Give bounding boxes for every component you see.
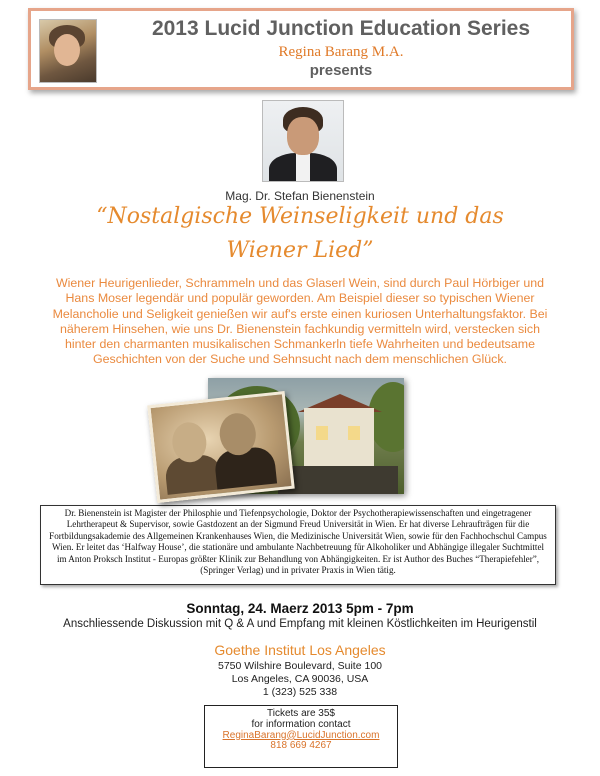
presents-label: presents xyxy=(309,62,373,79)
header-box xyxy=(28,8,574,90)
venue-address-line1: 5750 Wilshire Boulevard, Suite 100 xyxy=(217,660,382,672)
presenter-name: Regina Barang M.A. xyxy=(278,44,404,60)
presenter-photo xyxy=(39,19,97,83)
vintage-photo xyxy=(147,391,294,503)
tickets-price: Tickets are 35$ xyxy=(267,708,335,719)
contact-phone: 818 669 4267 xyxy=(270,740,332,752)
speaker-photo-shirt xyxy=(296,153,310,181)
talk-title xyxy=(40,200,560,268)
heuriger-photo-path xyxy=(278,466,398,494)
talk-title-line1: “Nostalgische Weinseligkeit und das xyxy=(96,204,504,229)
talk-title-line2: Wiener Lied” xyxy=(226,238,374,263)
event-date: Sonntag, 24. Maerz 2013 5pm - 7pm xyxy=(186,601,414,616)
series-title: 2013 Lucid Junction Education Series xyxy=(151,17,531,40)
heuriger-photo-house xyxy=(304,408,374,468)
heuriger-photo-window xyxy=(316,426,328,440)
speaker-photo-face xyxy=(287,117,319,155)
venue-address-line2: Los Angeles, CA 90036, USA xyxy=(231,673,369,685)
event-subtitle: Anschliessende Diskussion mit Q & A und Empfang mit kleinen Köstlichkeiten im Heurigenstil xyxy=(63,618,537,630)
heuriger-photo-window xyxy=(348,426,360,440)
tickets-info: for information contact xyxy=(251,718,351,730)
venue-phone: 1 (323) 525 338 xyxy=(262,686,338,698)
speaker-photo xyxy=(262,100,344,182)
tickets-box xyxy=(204,705,398,768)
presenter-photo-face xyxy=(54,34,80,66)
contact-email-link[interactable]: ReginaBarang@LucidJunction.com xyxy=(222,729,380,741)
speaker-name: Mag. Dr. Stefan Bienenstein xyxy=(225,189,375,203)
venue-name: Goethe Institut Los Angeles xyxy=(214,642,386,658)
abstract-text: Wiener Heurigenlieder, Schrammeln und das Glaserl Wein, sind durch Paul Hörbiger und Hans Moser legendär und populär geworden. Am Beispiel dieser so typischen Wiener Melancholie und Seligkeit genießen wir auf's erste einen kuriosen Unterhaltungsfaktor. Bei näherem Hinsehen, wie uns Dr. Bienenstein fachkundig vermitteln wird, verstecken sich hinter den charmanten musikalischen Schmankerln tiefe Wahrheiten und bedeutsame Geschichten von der Suche und Sehnsucht nach dem menschlichen Glück. xyxy=(52,276,548,367)
bio-box: Dr. Bienenstein ist Magister der Philosphie und Tiefenpsychologie, Doktor der Psychotherapiewissenschaften und eingetragener Lehrtherapeut & Supervisor, sowie Gastdozent an der Sigmund Freud Universität in Wien. Er hat diverse Lehraufträgen für die Fortbildungsakademie des Allgemeinen Krankenhauses Wien, die Medizinische Universität Wien, sowie für den Fachhochschul Campus Wien. Er leitet das ‘Halfway House’, die stationäre und ambulante Nachbetreuung für Alkoholiker und Abhängige illegaler Suchtmittel im Anton Proksch Institut - Europas größter Klinik zur Behandlung von Abhängigkeiten. Er ist Author des Buches “Therapiefehler”, (Springer Verlag) und in privater Praxis in Wien tätig. xyxy=(40,505,556,585)
